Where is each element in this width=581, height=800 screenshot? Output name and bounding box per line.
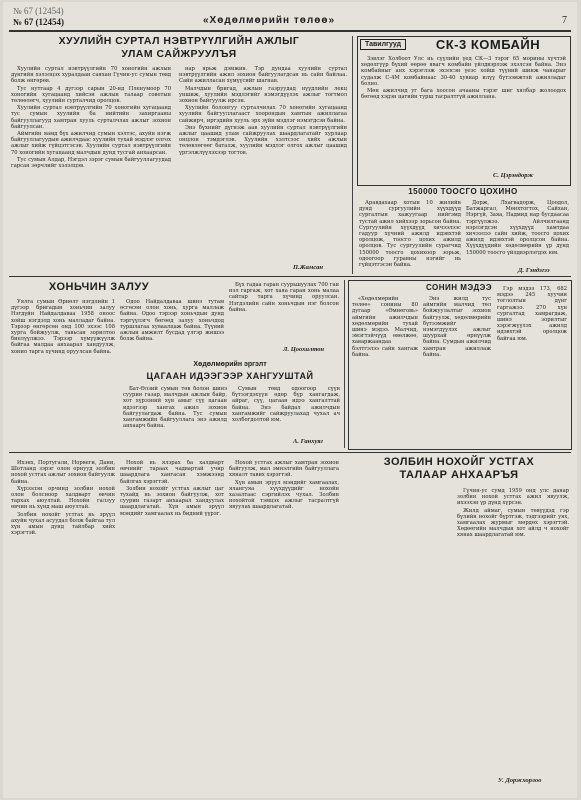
article6-paragraph: Энэ жилд тус аймгийн малчид төл бойжуулалтыг зохион байгуулж, хөдөлмөрийн бүтээмжийг нэмэгдүүлэх ажлыг шуурхай өрнүүлж байна. Сумдын ажилчид хамтран ажиллаж байна. [423, 296, 491, 358]
page-number: 7 [562, 15, 567, 26]
article5-section-label: Хөдөлмөрийн эргэлт [193, 361, 267, 368]
article2-headline: СК-3 КОМБАЙН [435, 37, 541, 52]
masthead-rule [9, 30, 571, 32]
article1-paragraph: Аймгийн яамд бүх ажилчид сумын хэлтэс, ахуйн нэгж байгууллагуудын ажилчдаас хуулийн тухай мэдлэг олгох ажлыг хийж гүйцэтгэсэн. Хуулийн суртал нэвтрүүлгийн 70 хоногийн хугацаанд малчдын дунд тусгай анхаарсан. [11, 131, 171, 156]
article5-headline: ЦАГААН ИДЭЭГЭЭР ХАНГУУШТАЙ [146, 371, 314, 381]
article1-paragraph: нар ярьж дэмжив. Тэр дундаа хуулийн суртал нэвтрүүлгийн ажил зохион байгуулагдсан нь сайн байлаа. Сайн ажилласан хүмүүсийг шагнав. [179, 66, 347, 85]
article7-column-4 [457, 488, 569, 773]
article7-paragraph: Нохой нь ялзрах ба халдварт өвчнийг тараах чадвартай учир шаардлага хангасан хэмжээнд байлгах хэрэгтэй. [120, 460, 224, 485]
issue-number: № 67 (12454) [13, 17, 65, 27]
article6-column-1 [352, 296, 418, 444]
article4-paragraph: Бүх гадаа гаран суурьшуулах 700 гаи нэл гаргаж, хот хаяа гаран хонь малаа сайтар тарга хүчинд оруулсан. Нэгдэлийн сайн хоньчдын нэг болсон байна. [229, 282, 339, 313]
article1-paragraph: Хуулийн суртал нэвтрүүлгийн 70 хоногийн ажлын дүнгийн хэлэлцэх хуралдаан саяхан Гүчин-ус сумын төвд болж өнгөрөв. [11, 66, 171, 85]
article3-headline: 150000 ТООСГО ЦОХИНО [408, 187, 518, 196]
article6-paragraph: Гэр мэдээ 173, 682 мэдээ 245 хуучин тоглолтын дүнг гаргажээ. 270 хүн сургалтад хамрагдаж, шинэ зорилтыг хэрэгжүүлэх ажилд идэвхтэй оролцож байгаа юм. [497, 286, 567, 342]
article1-column-1 [11, 66, 171, 271]
article6-column-3 [497, 286, 567, 444]
article7-headline-line2: ТАЛААР АНХААРЪЯ [399, 469, 519, 481]
masthead [3, 2, 577, 30]
article5-column-1 [123, 386, 227, 442]
article6-headline: СОНИН МЭДЭЭ [425, 283, 493, 292]
article5-paragraph: Бат-Өлзий сумын төв болон шинэ суурин газар, малчдын ажлын байр, хот хүрээний хүн амыг сүү цагаан идээгээр хангах ажил зохион байгуулагдаж байна. Тус сумын хангамжийн байгууллага энэ ажилд анхаарч байна. [123, 386, 227, 430]
article5-paragraph: Сумын төвд одоогоор сүүн бүтээгдэхүүн өдөр бүр хангагдаж, айраг, сүү, цагаан идээ хангалттай байна. Энэ байдал ажилчдын хангамжийг сайжруулахад чухал ач холбогдолтой юм. [232, 386, 340, 424]
article4-paragraph: Уялга сумын Өрнөлт нэгдлийн 1 дүгээр бригадын хоньчин залуу Нэгдүйн Найдалдаваа 1958 оноос хойш нэгдэлд хонь малладаг байна. Тэрээр өнгөрсөн онд 100 эхээс 108 хурга бойжуулж, тавьсан зорилтоо биелүүлжээ. Тэрээр хүмүүжүүлж байгаа малдаа анхаарал хандуулж, хонио тарга хүчинд оруулсан байна. [11, 299, 115, 355]
article7-author: У. Доржхорлоо [498, 777, 542, 784]
article1-column-2 [179, 66, 347, 266]
article2-paragraph: Зэвлэг Холбоот Улс нь сүүлийн үед СК—3 тэрэг 65 морины хүчтэй хөдөлгүүр бүхий өөрөө явагч комбайн үйлдвэрлэж эхэлсэн байна. Энэ комбайныг анх хэрэглэж эхэлсэн үеэс хойш түүний шинж чанарыг судалж С-4М комбайнаас 30-40 хувиар илүү бүтээмжтэй ажилладаг болно. [361, 56, 566, 87]
article7-paragraph: Хүн амын эрүүл мэндийг хамгаалах, ялангуяа хүүхдүүдийг нохойн хазалтаас сэргийлэх чухал. Золбин нохойтой тэмцэх ажлыг тасралтгүй явуулах шаардлагатай. [229, 479, 339, 511]
article1-author: П.Жамсан [293, 264, 323, 271]
article3-paragraph: Аравдахаар хотын 10 жилийн дунд сургуулийн хүүхдүүд сургалтын хажуугаар нийгэмд тустай ажил хийхээр зорьсон байна. Сургуулийн хүүхдүүд хичээлээс гадуур хүчний ажилд идэвхтэй оролцож, тоосго цохих ажилд оролцов. Тус сургуулийн сурагчид 150000 тоосго цохихоор зорьж, одоогоор гуравны нэгийг нь гүйцэтгэсэн байна. [359, 200, 461, 269]
article5-author: А. Ганхуяг [293, 438, 323, 445]
article7-paragraph: Золбин нохойг устгах ажлыг цаг тухайд нь зохион байгуулж, хот суурин газарт анхаарал хандуулах шаардлагатай. Хүн амын эрүүл мэндийг хамгаалах нь бидний үүрэг. [120, 485, 224, 517]
article3-column-1 [359, 200, 461, 276]
article7-column-1 [11, 460, 115, 792]
article4-column-1 [11, 299, 115, 429]
article4-paragraph: Одоо Найдалдаваа шинэ тутам өсгөсөн олон хонь, хурга маллаж байна. Одоо тэрээр хоньчдын дунд тэргүүлэгч бөгөөд залуу хоньчдод туршлагаа хуваалцаж байна. Түүний ажлын амжилт бусдад үлгэр жишээ болж байна. [120, 299, 224, 343]
article7-column-2 [120, 460, 224, 792]
newspaper-title: «Хөдөлмөрийн төлөө» [203, 15, 336, 26]
issue-number-faded: № 67 (12454) [13, 6, 64, 16]
article7-paragraph: Ихэнх, Португали, Норвеги, Дани, Шотланд зэрэг олон орнууд золбин нохой устгах ажлыг зохион байгуулж байна. [11, 460, 115, 485]
section-rule [9, 276, 571, 277]
article4-author: Л. Цоохилтон [283, 346, 325, 353]
article1-headline-line1: ХУУЛИЙН СУРТАЛ НЭВТРҮҮЛГИЙН АЖЛЫГ [58, 35, 300, 47]
article2-tag: Тавилгууд [360, 39, 406, 50]
column-divider [352, 36, 353, 274]
article1-paragraph: Энэ бүхнийг дүгнэж аав хуулийн суртал нэвтрүүлгийн ажлыг цаашид улам сайжруулах шаардлагатайг хурлаар онцлон тэмдэглэв. Хуулийн хэлтсээс хийх ажлын төлөвлөгөөг баталж, хуулийн мэдлэг олгох ажлыг цаашид үргэлжлүүлэхээр тогтов. [179, 124, 347, 156]
article2-author: С. Цэрэндорж [493, 172, 534, 179]
article1-paragraph: Тус сумын Алдар, Нэгдэл зэрэг сумын байгууллагуудад гарсан зөрчлийг хэлэлцэв. [11, 156, 171, 170]
article1-paragraph: Хуулийн болонгуу сурталчилах 70 хоногийн хугацаанд хуулийн байгууллагааст хоорондын хамтын ажиллагаа сайжирч, иргэдийн хууль эрх зүйн мэдлэг нэмэгдсэн байна. [179, 105, 347, 124]
article6-column-2 [423, 296, 491, 444]
article1-headline-line2: УЛАМ САЙЖРУУЛЪЯ [121, 48, 237, 60]
article1-paragraph: Малчдын бригад, ажлын газруудад нүүдлийн лекц уншиж, хуулийн мэдлэгийг нэмэгдүүлэх ажлыг тогтмол зохион байгуулж ирсэн. [179, 85, 347, 105]
article4-headline: ХОНЬЧИН ЗАЛУУ [48, 281, 150, 293]
article3-paragraph: Дорж, Лхагвадорж, Цоодол, Батжаргал, Мөнхтогтох, Сайхан, Нэргүй, Заяа, Надмид нар бусдаасаа тэргүүлжээ. Айлчилгаанд нэрлэгдсэн хүүхдүүд хамтдаа хичээлээ сайн хийж, тоосго цохих ажилд идэвхтэй оролцсон байна. Хүүхдүүдийн хөдөлмөрийн үр дүнд 150000 тоосго үйлдвэрлэгдэх юм. [466, 200, 569, 256]
article7-headline-line1: ЗОЛБИН НОХОЙГ УСТГАХ [383, 456, 535, 468]
article1-paragraph: Хуулийн суртал нэвтрүүлгийн 70 хоногийн хугацаанд тус сумын хуулийн ба нийтийн захиргааны байгууллагууд хамтран хууль сурталчлах ажлыг зохион байгуулсан. [11, 105, 171, 130]
article7-paragraph: Нохой устгах ажлыг хамтран зохион байгуулж, мал эмнэлгийн байгууллага хяналт тавих хэрэгтэй. [229, 460, 339, 479]
article2-paragraph: Мөн ажилчид уг бага хоосон ачааны тэрэг шиг хялбар жолоодох бөгөөд хэдэн цагийн турш тасралтгүй ажиллана. [361, 88, 566, 101]
article7-paragraph: Хүрээлэн орчинд золбин нохой олон болсноор халдварт өвчин тархах аюултай. Нохойн галзуу өвчин нь хүнд маш аюултай. [11, 485, 115, 511]
article4-column-3 [229, 282, 339, 346]
article7-column-3 [229, 460, 339, 792]
newspaper-page [3, 2, 577, 798]
column-divider [344, 280, 345, 448]
article1-paragraph: Тус нутгаар 4 дүгээр сарын 20-нд Пленумоор 70 хоногийн хугацаанд хийсэн ажлын талаар советын төлөөлөгч, хуулийн сурталчид оролцов. [11, 85, 171, 105]
article4-column-2 [120, 299, 224, 359]
section-rule [9, 452, 571, 453]
article7-paragraph: Жилд аймаг, сумын төвүүдэд гэр бүлийн нохойг бүртгэж, тэдгээрийг уях, хамгаалах журмыг мөрдөх хэрэгтэй. Хөдөөгийн малчдын хот айлд ч нохойг хянах шаардлагатай юм. [457, 507, 569, 539]
article3-column-2 [466, 200, 569, 266]
article3-author: Д. Гэндэгээ [518, 267, 550, 274]
article5-column-2 [232, 386, 340, 438]
article2-body [361, 56, 566, 170]
article6-paragraph: «Хөдөлмөрийн төлөө» сонины 80 дугаар «Өмнөговь» аймгийн ажилчдын хөдөлмөрийн тухай шинэ мэдээ. Малчид, эмэгтэйчүүд өвөлжөө, хаваржаандаа бэлтгэлээ сайн хангаж байна. [352, 296, 418, 358]
article7-paragraph: Золбин нохойг устгах нь эрүүл ахуйн чухал асуудал болж байгаа тул хүн амын дунд тайлбар хийх хэрэгтэй. [11, 511, 115, 537]
article7-paragraph: Гүчин-ус сумд 1959 онд улс даяар золбин нохой устгах ажил явуулж, ихээхэн үр дүнд хүрсэн. [457, 488, 569, 507]
